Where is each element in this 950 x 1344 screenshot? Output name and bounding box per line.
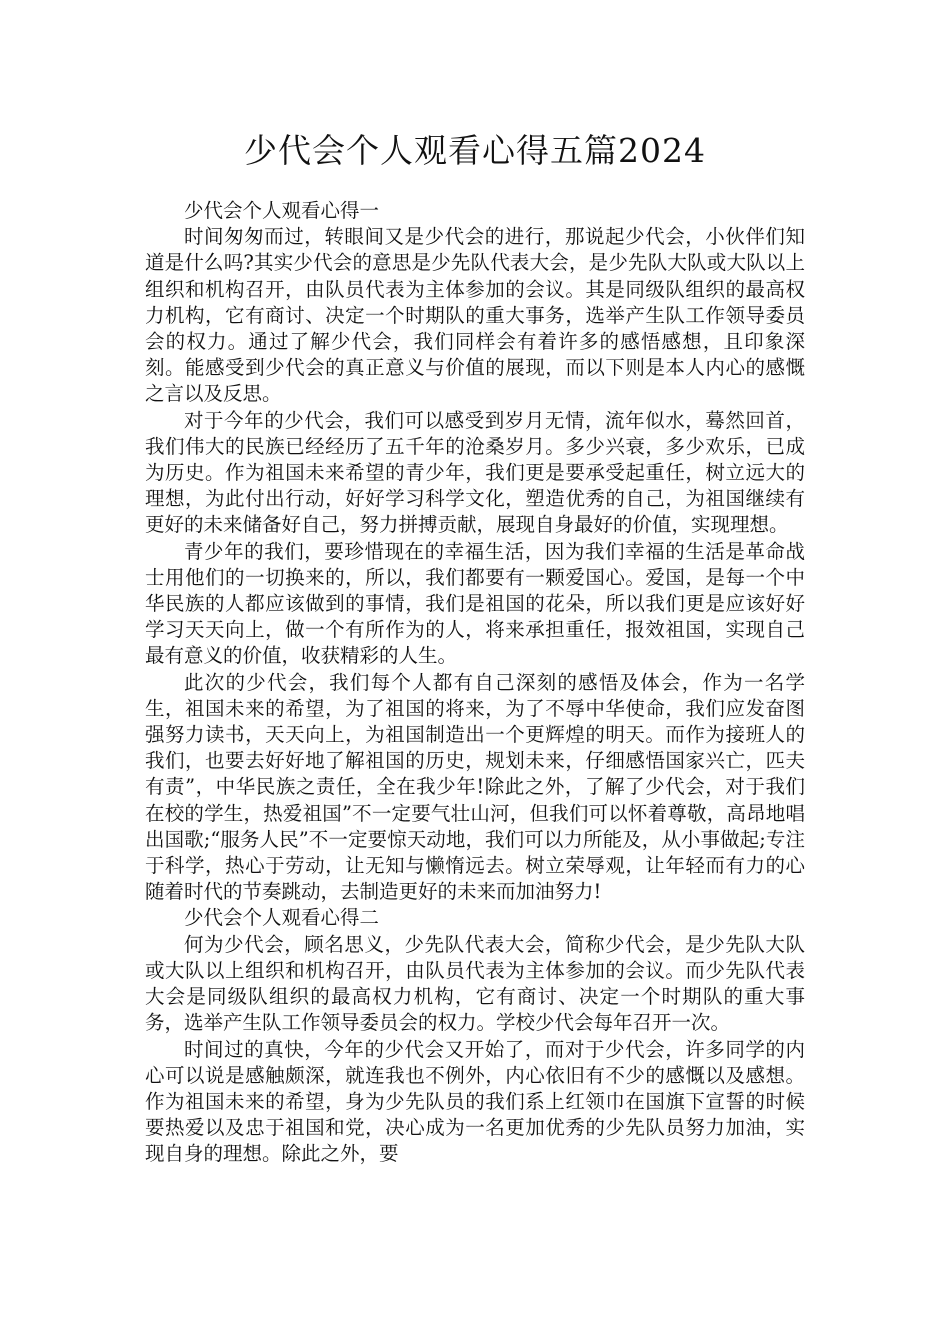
- section-heading: 少代会个人观看心得二: [184, 906, 380, 930]
- document-title: 少代会个人观看心得五篇2024: [244, 131, 706, 170]
- paragraph: 此次的少代会，我们每个人都有自己深刻的感悟及体会，作为一名学生，祖国未来的希望，为了祖国的将来，为了不辱中华使命，我们应发奋图强努力读书，天天向上，为祖国制造出一个更辉煌的明天。而作为接班人的我们，也要去好好地了解祖国的历史，规划未来，仔细感悟国家兴亡，匹夫有责”，中华民族之责任，全在我少年!除此之外，了解了少代会，对于我们在校的学生，热爱祖国”不一定要气壮山河，但我们可以怀着尊敬，高昂地唱出国歌;“服务人民”不一定要惊天动地，我们可以力所能及，从小事做起;专注于科学，热心于劳动，让无知与懒惰远去。树立荣辱观，让年轻而有力的心随着时代的节奏跳动，去制造更好的未来而加油努力!: [145, 670, 805, 904]
- paragraph: 时间匆匆而过，转眼间又是少代会的进行，那说起少代会，小伙伴们知道是什么吗?其实少代会的意思是少先队代表大会，是少先队大队或大队以上组织和机构召开，由队员代表为主体参加的会议。其是同级队组织的最高权力机构，它有商讨、决定一个时期队的重大事务，选举产生队工作领导委员会的权力。通过了解少代会，我们同样会有着许多的感悟感想，且印象深刻。能感受到少代会的真正意义与价值的展现，而以下则是本人内心的感慨之言以及反思。: [145, 225, 805, 406]
- paragraph: 何为少代会，顾名思义，少先队代表大会，简称少代会，是少先队大队或大队以上组织和机构召开，由队员代表为主体参加的会议。而少先队代表大会是同级队组织的最高权力机构，它有商讨、决定一个时期队的重大事务，选举产生队工作领导委员会的权力。学校少代会每年召开一次。: [145, 932, 805, 1035]
- document-body: [145, 198, 805, 1168]
- paragraph: 对于今年的少代会，我们可以感受到岁月无情，流年似水，蓦然回首，我们伟大的民族已经经历了五千年的沧桑岁月。多少兴衰，多少欢乐，已成为历史。作为祖国未来希望的青少年，我们更是要承受起重任，树立远大的理想，为此付出行动，好好学习科学文化，塑造优秀的自己，为祖国继续有更好的未来储备好自己，努力拼搏贡献，展现自身最好的价值，实现理想。: [145, 408, 805, 537]
- paragraph: 时间过的真快，今年的少代会又开始了，而对于少代会，许多同学的内心可以说是感触颇深，就连我也不例外，内心依旧有不少的感慨以及感想。作为祖国未来的希望，身为少先队员的我们系上红领巾在国旗下宣誓的时候要热爱以及忠于祖国和党，决心成为一名更加优秀的少先队员努力加油，实现自身的理想。除此之外，要: [145, 1037, 805, 1166]
- section-heading: 少代会个人观看心得一: [184, 199, 380, 222]
- paragraph: 青少年的我们，要珍惜现在的幸福生活，因为我们幸福的生活是革命战士用他们的一切换来的，所以，我们都要有一颗爱国心。爱国，是每一个中华民族的人都应该做到的事情，我们是祖国的花朵，所以我们更是应该好好学习天天向上，做一个有所作为的人，将来承担重任，报效祖国，实现自己最有意义的价值，收获精彩的人生。: [145, 539, 805, 668]
